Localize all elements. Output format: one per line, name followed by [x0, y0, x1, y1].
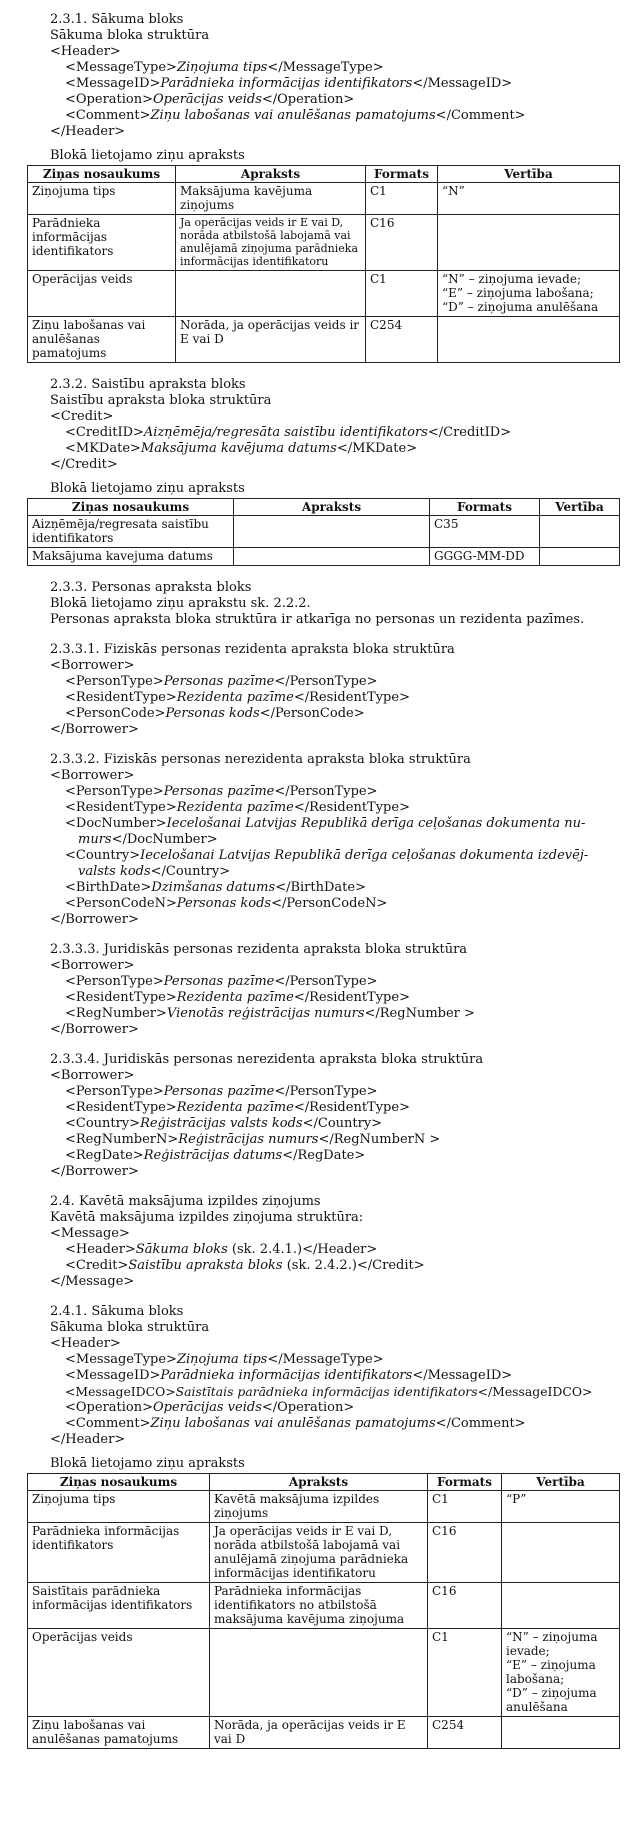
- xml-line: <ResidentType>Rezidenta pazīme</ResidentType>: [65, 1100, 410, 1115]
- xml-close-tag: </Borrower>: [50, 1022, 139, 1037]
- cell-format: C1: [428, 1491, 502, 1523]
- cell-desc: [234, 516, 430, 548]
- cell-format: C1: [428, 1629, 502, 1717]
- cell-value: [540, 516, 620, 548]
- xml-close-tag: </Header>: [50, 124, 126, 139]
- cell-name: Saistītais parādnieka informācijas identifikators: [28, 1583, 210, 1629]
- xml-open-tag: <Message>: [50, 1226, 130, 1241]
- xml-line: <MessageIDCO>Saistītais parādnieka informācijas identifikators</MessageIDCO>: [65, 1384, 593, 1399]
- cell-value: “N”: [438, 183, 620, 215]
- cell-desc: Ja operācijas veids ir E vai D, norāda atbilstošā labojamā vai anulējamā ziņojuma parādnieka informācijas identifikatoru: [176, 215, 366, 271]
- cell-name: Parādnieka informācijas identifikators: [28, 215, 176, 271]
- xml-open-tag: <Credit>: [50, 409, 114, 424]
- xml-line: <MessageID>Parādnieka informācijas identifikators</MessageID>: [65, 1368, 513, 1383]
- xml-line: <MKDate>Maksājuma kavējuma datums</MKDate>: [65, 441, 418, 456]
- cell-value: [502, 1583, 620, 1629]
- section-heading-2-3-3-2: 2.3.3.2. Fiziskās personas nerezidenta apraksta bloka struktūra: [50, 752, 471, 767]
- cell-name: Aizņēmēja/regresata saistību identifikators: [28, 516, 234, 548]
- section-heading-2-3-1: 2.3.1. Sākuma bloks: [50, 12, 184, 27]
- xml-open-tag: <Borrower>: [50, 658, 135, 673]
- cell-desc: [176, 271, 366, 317]
- xml-close-tag: </Header>: [50, 1432, 126, 1447]
- section-heading-2-3-2: 2.3.2. Saistību apraksta bloks: [50, 377, 246, 392]
- table-caption: Blokā lietojamo ziņu apraksts: [50, 148, 245, 163]
- xml-line: <Credit>Saistību apraksta bloks (sk. 2.4.2.)</Credit>: [65, 1258, 425, 1273]
- cell-format: C16: [428, 1583, 502, 1629]
- column-header: Ziņas nosaukums: [28, 1474, 210, 1491]
- cell-format: GGGG-MM-DD: [430, 548, 540, 566]
- cell-desc: [210, 1629, 428, 1717]
- structure-title: Saistību apraksta bloka struktūra: [50, 393, 272, 408]
- cell-desc: Norāda, ja operācijas veids ir E vai D: [176, 317, 366, 363]
- cell-desc: Norāda, ja operācijas veids ir E vai D: [210, 1717, 428, 1749]
- column-header: Vertība: [438, 166, 620, 183]
- xml-line: <ResidentType>Rezidenta pazīme</ResidentType>: [65, 800, 410, 815]
- xml-line: <PersonCodeN>Personas kods</PersonCodeN>: [65, 896, 388, 911]
- cell-name: Operācijas veids: [28, 271, 176, 317]
- table-header-row: [28, 166, 620, 183]
- table-row: [28, 516, 620, 548]
- cell-value: [502, 1629, 620, 1717]
- column-header: Formats: [428, 1474, 502, 1491]
- cell-value: [438, 215, 620, 271]
- xml-line: <PersonType>Personas pazīme</PersonType>: [65, 974, 378, 989]
- cell-value: [438, 271, 620, 317]
- structure-title: Kavētā maksājuma izpildes ziņojuma struktūra:: [50, 1210, 364, 1225]
- xml-line: <MessageID>Parādnieka informācijas identifikators</MessageID>: [65, 76, 513, 91]
- table-row: [28, 317, 620, 363]
- xml-line-cont: murs</DocNumber>: [78, 832, 218, 847]
- xml-open-tag: <Borrower>: [50, 958, 135, 973]
- value-line: “N” – ziņojuma ievade;: [506, 1630, 598, 1658]
- cell-name: Maksājuma kavejuma datums: [28, 548, 234, 566]
- xml-line: <CreditID>Aizņēmēja/regresāta saistību identifikators</CreditID>: [65, 425, 512, 440]
- xml-line: <MessageType>Ziņojuma tips</MessageType>: [65, 60, 384, 75]
- table-row: [28, 1583, 620, 1629]
- xml-line: <PersonCode>Personas kods</PersonCode>: [65, 706, 365, 721]
- xml-open-tag: <Header>: [50, 1336, 121, 1351]
- cell-value: “P”: [502, 1491, 620, 1523]
- cell-desc: [234, 548, 430, 566]
- paragraph: Personas apraksta bloka struktūra ir atkarīga no personas un rezidenta pazīmes.: [50, 612, 585, 627]
- cell-value: [502, 1717, 620, 1749]
- section-heading-2-4: 2.4. Kavētā maksājuma izpildes ziņojums: [50, 1194, 321, 1209]
- column-header: Vertība: [502, 1474, 620, 1491]
- table-header-row: [28, 499, 620, 516]
- section-heading-2-3-3-1: 2.3.3.1. Fiziskās personas rezidenta apraksta bloka struktūra: [50, 642, 455, 657]
- xml-line: <DocNumber>Iecelošanai Latvijas Republikā derīga ceļošanas dokumenta nu-: [65, 816, 586, 831]
- cell-format: C35: [430, 516, 540, 548]
- column-header: Ziņas nosaukums: [28, 166, 176, 183]
- xml-line-cont: valsts kods</Country>: [78, 864, 231, 879]
- cell-desc: Kavētā maksājuma izpildes ziņojums: [210, 1491, 428, 1523]
- field-table-2-3-1: [27, 165, 620, 363]
- structure-title: Sākuma bloka struktūra: [50, 1320, 210, 1335]
- table-row: [28, 548, 620, 566]
- structure-title: Sākuma bloka struktūra: [50, 28, 210, 43]
- xml-line: <PersonType>Personas pazīme</PersonType>: [65, 1084, 378, 1099]
- table-row: [28, 1491, 620, 1523]
- table-row: [28, 215, 620, 271]
- table-caption: Blokā lietojamo ziņu apraksts: [50, 481, 245, 496]
- section-heading-2-3-3: 2.3.3. Personas apraksta bloks: [50, 580, 252, 595]
- cell-desc: Parādnieka informācijas identifikators no atbilstošā maksājuma kavējuma ziņojuma: [210, 1583, 428, 1629]
- xml-line: <PersonType>Personas pazīme</PersonType>: [65, 784, 378, 799]
- xml-close-tag: </Borrower>: [50, 722, 139, 737]
- xml-line: <BirthDate>Dzimšanas datums</BirthDate>: [65, 880, 366, 895]
- table-row: [28, 183, 620, 215]
- xml-close-tag: </Message>: [50, 1274, 135, 1289]
- xml-open-tag: <Borrower>: [50, 1068, 135, 1083]
- column-header: Apraksts: [234, 499, 430, 516]
- cell-desc: Ja operācijas veids ir E vai D, norāda atbilstošā labojamā vai anulējamā ziņojuma parādnieka informācijas identifikatoru: [210, 1523, 428, 1583]
- column-header: Formats: [430, 499, 540, 516]
- value-line: “D” – ziņojuma anulēšana: [506, 1686, 597, 1714]
- cell-name: Operācijas veids: [28, 1629, 210, 1717]
- cell-name: Ziņu labošanas vai anulēšanas pamatojums: [28, 317, 176, 363]
- column-header: Formats: [366, 166, 438, 183]
- xml-line: <Header>Sākuma bloks (sk. 2.4.1.)</Header>: [65, 1242, 378, 1257]
- xml-line: <MessageType>Ziņojuma tips</MessageType>: [65, 1352, 384, 1367]
- table-caption: Blokā lietojamo ziņu apraksts: [50, 1456, 245, 1471]
- column-header: Ziņas nosaukums: [28, 499, 234, 516]
- xml-line: <ResidentType>Rezidenta pazīme</ResidentType>: [65, 990, 410, 1005]
- cell-desc: Maksājuma kavējuma ziņojums: [176, 183, 366, 215]
- table-row: [28, 1717, 620, 1749]
- xml-open-tag: <Header>: [50, 44, 121, 59]
- column-header: Apraksts: [210, 1474, 428, 1491]
- table-header-row: [28, 1474, 620, 1491]
- xml-line: <ResidentType>Rezidenta pazīme</ResidentType>: [65, 690, 410, 705]
- cell-name: Ziņojuma tips: [28, 1491, 210, 1523]
- cell-format: C1: [366, 183, 438, 215]
- xml-close-tag: </Borrower>: [50, 912, 139, 927]
- field-table-2-3-2: [27, 498, 620, 566]
- field-table-2-4-1: [27, 1473, 620, 1749]
- xml-line: <Country>Iecelošanai Latvijas Republikā derīga ceļošanas dokumenta izdevēj-: [65, 848, 589, 863]
- section-heading-2-3-3-3: 2.3.3.3. Juridiskās personas rezidenta apraksta bloka struktūra: [50, 942, 468, 957]
- value-line: “N” – ziņojuma ievade;: [442, 272, 582, 286]
- paragraph: Blokā lietojamo ziņu aprakstu sk. 2.2.2.: [50, 596, 311, 611]
- table-row: [28, 1523, 620, 1583]
- cell-name: Ziņojuma tips: [28, 183, 176, 215]
- xml-line: <Comment>Ziņu labošanas vai anulēšanas pamatojums</Comment>: [65, 1416, 526, 1431]
- cell-value: [540, 548, 620, 566]
- column-header: Apraksts: [176, 166, 366, 183]
- xml-line: <Operation>Operācijas veids</Operation>: [65, 1400, 355, 1415]
- cell-name: Parādnieka informācijas identifikators: [28, 1523, 210, 1583]
- cell-name: Ziņu labošanas vai anulēšanas pamatojums: [28, 1717, 210, 1749]
- cell-format: C254: [366, 317, 438, 363]
- cell-format: C16: [428, 1523, 502, 1583]
- section-heading-2-4-1: 2.4.1. Sākuma bloks: [50, 1304, 184, 1319]
- value-line: “D” – ziņojuma anulēšana: [442, 300, 599, 314]
- xml-line: <RegDate>Reģistrācijas datums</RegDate>: [65, 1148, 366, 1163]
- cell-format: C16: [366, 215, 438, 271]
- xml-close-tag: </Borrower>: [50, 1164, 139, 1179]
- column-header: Vertība: [540, 499, 620, 516]
- value-line: “E” – ziņojuma labošana;: [442, 286, 594, 300]
- xml-line: <Comment>Ziņu labošanas vai anulēšanas pamatojums</Comment>: [65, 108, 526, 123]
- xml-line: <PersonType>Personas pazīme</PersonType>: [65, 674, 378, 689]
- value-line: “E” – ziņojuma labošana;: [506, 1658, 596, 1686]
- xml-line: <RegNumberN>Reģistrācijas numurs</RegNumberN >: [65, 1132, 441, 1147]
- cell-format: C254: [428, 1717, 502, 1749]
- xml-close-tag: </Credit>: [50, 457, 118, 472]
- table-row: [28, 271, 620, 317]
- xml-line: <Operation>Operācijas veids</Operation>: [65, 92, 355, 107]
- table-row: [28, 1629, 620, 1717]
- xml-open-tag: <Borrower>: [50, 768, 135, 783]
- cell-value: [502, 1523, 620, 1583]
- section-heading-2-3-3-4: 2.3.3.4. Juridiskās personas nerezidenta apraksta bloka struktūra: [50, 1052, 484, 1067]
- cell-value: [438, 317, 620, 363]
- xml-line: <Country>Reģistrācijas valsts kods</Country>: [65, 1116, 383, 1131]
- xml-line: <RegNumber>Vienotās reģistrācijas numurs</RegNumber >: [65, 1006, 475, 1021]
- cell-format: C1: [366, 271, 438, 317]
